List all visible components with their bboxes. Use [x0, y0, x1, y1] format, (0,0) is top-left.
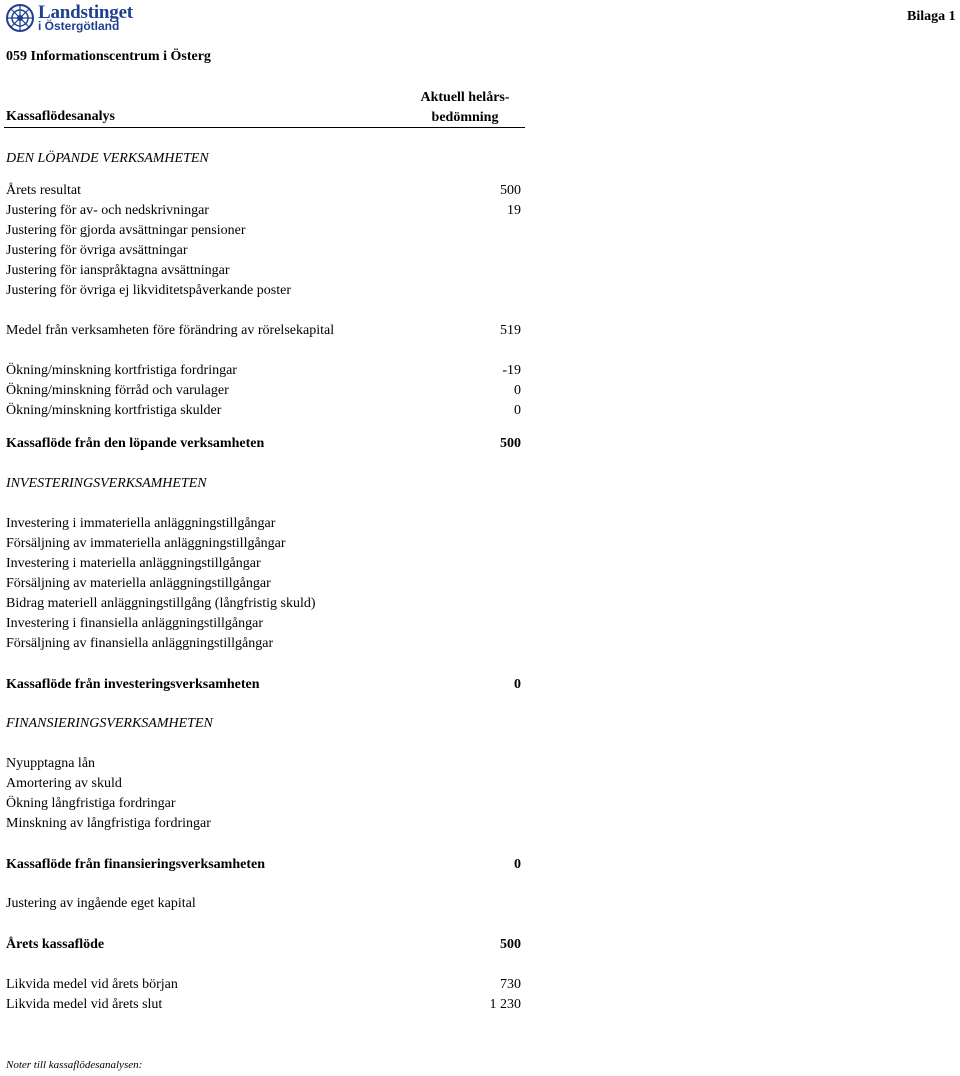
total-value-financing: 0: [514, 857, 521, 872]
row-label: Ökning/minskning kortfristiga fordringar: [6, 363, 237, 378]
unit-title: 059 Informationscentrum i Österg: [6, 49, 211, 64]
row-label: Försäljning av finansiella anläggningstillgångar: [6, 636, 274, 651]
row-label: Justering för övriga avsättningar: [6, 243, 188, 258]
row-label: Årets resultat: [6, 183, 82, 198]
total-label-operating: Kassaflöde från den löpande verksamheten: [6, 436, 265, 451]
row-label: Justering för övriga ej likviditetspåverkande poster: [6, 283, 291, 298]
row-label: Bidrag materiell anläggningstillgång (långfristig skuld): [6, 596, 316, 611]
row-value: 0: [514, 403, 521, 418]
cash-start-label: Likvida medel vid årets början: [6, 977, 178, 992]
row-label: Nyupptagna lån: [6, 756, 96, 771]
total-value-operating: 500: [500, 436, 521, 451]
row-value: 500: [500, 183, 521, 198]
row-label: Investering i materiella anläggningstillgångar: [6, 556, 261, 571]
row-label: Amortering av skuld: [6, 776, 122, 791]
landstinget-logo: [6, 2, 136, 34]
section-heading-operating: DEN LÖPANDE VERKSAMHETEN: [6, 151, 209, 166]
cash-start-value: 730: [500, 977, 521, 992]
row-label: Justering för gjorda avsättningar pensioner: [6, 223, 246, 238]
cash-end-label: Likvida medel vid årets slut: [6, 997, 163, 1012]
row-label: Försäljning av materiella anläggningstillgångar: [6, 576, 271, 591]
logo-line2: i Östergötland: [38, 19, 120, 33]
table-title: Kassaflödesanalys: [6, 109, 115, 124]
total-label-investing: Kassaflöde från investeringsverksamheten: [6, 677, 260, 692]
row-label: Ökning/minskning kortfristiga skulder: [6, 403, 222, 418]
row-label: Investering i immateriella anläggningstillgångar: [6, 516, 276, 531]
row-value: 19: [507, 203, 521, 218]
annual-cashflow-value: 500: [500, 937, 521, 952]
cash-end-value: 1 230: [489, 997, 521, 1012]
row-label: Investering i finansiella anläggningstillgångar: [6, 616, 263, 631]
subtotal-value: 519: [500, 323, 521, 338]
notes-label: Noter till kassaflödesanalysen:: [6, 1059, 143, 1071]
row-label: Ökning/minskning förråd och varulager: [6, 383, 229, 398]
column-header-line1: Aktuell helårs-: [420, 90, 510, 105]
total-value-investing: 0: [514, 677, 521, 692]
header-rule: [4, 127, 525, 128]
row-label: Försäljning av immateriella anläggningstillgångar: [6, 536, 286, 551]
emblem-icon: [6, 4, 34, 32]
column-header: [403, 88, 527, 128]
row-label: Justering för av- och nedskrivningar: [6, 203, 209, 218]
bilaga-label: Bilaga 1: [907, 9, 956, 24]
section-heading-financing: FINANSIERINGSVERKSAMHETEN: [6, 716, 213, 731]
annual-cashflow-label: Årets kassaflöde: [6, 937, 105, 952]
row-label: Minskning av långfristiga fordringar: [6, 816, 211, 831]
row-value: -19: [502, 363, 521, 378]
row-label: Ökning långfristiga fordringar: [6, 796, 176, 811]
total-label-financing: Kassaflöde från finansieringsverksamheten: [6, 857, 265, 872]
row-value: 0: [514, 383, 521, 398]
logo-line1: Landstinget: [38, 2, 133, 23]
row-label: Justering för ianspråktagna avsättningar: [6, 263, 230, 278]
subtotal-label: Medel från verksamheten före förändring av rörelsekapital: [6, 323, 335, 338]
column-header-line2: bedömning: [431, 110, 499, 125]
section-heading-investing: INVESTERINGSVERKSAMHETEN: [6, 476, 207, 491]
equity-adjustment-label: Justering av ingående eget kapital: [6, 896, 196, 911]
